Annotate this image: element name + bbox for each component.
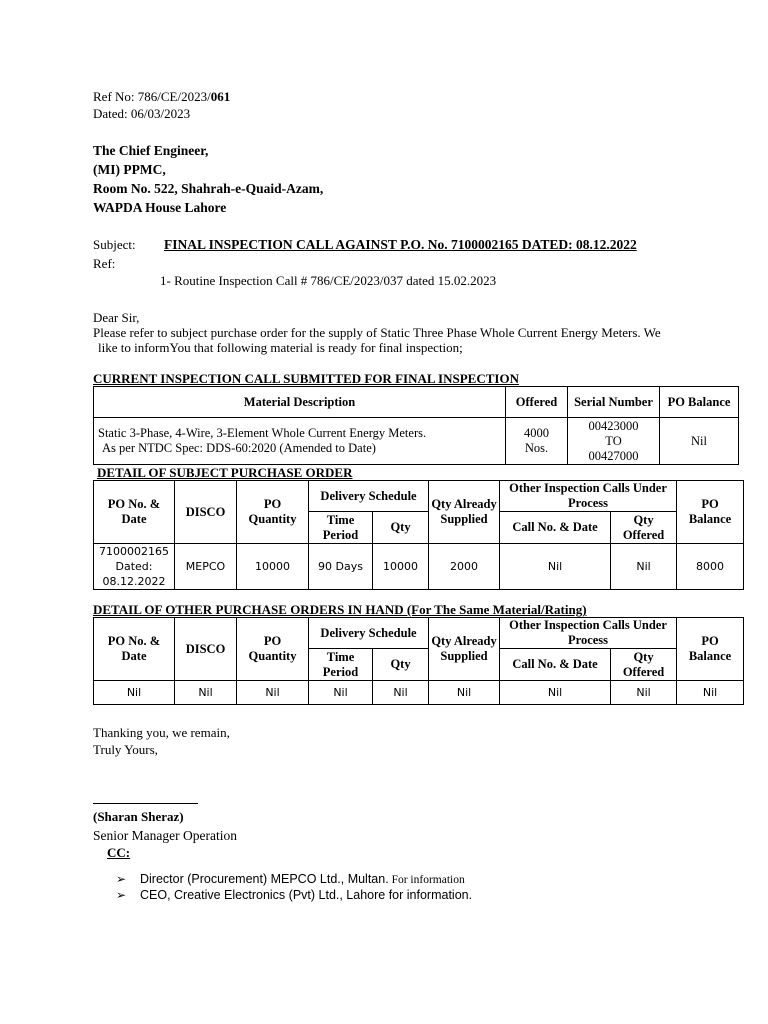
col-header: PO Balance (677, 618, 744, 681)
col-header: DISCO (175, 618, 237, 681)
arrow-bullet-icon: ➢ (116, 872, 127, 886)
po-cell: 7100002165 Dated: 08.12.2022 (94, 544, 175, 590)
signature-line (93, 803, 198, 804)
call-cell: Nil (500, 544, 611, 590)
table2-title: DETAIL OF SUBJECT PURCHASE ORDER (97, 465, 353, 480)
disco-cell: MEPCO (175, 544, 237, 590)
serial-cell: 00423000 TO 00427000 (568, 418, 660, 465)
col-header: PO Quantity (237, 618, 309, 681)
balance-cell: Nil (660, 418, 739, 465)
disco-cell: Nil (175, 681, 237, 705)
ref-item: 1- Routine Inspection Call # 786/CE/2023/037 dated 15.02.2023 (160, 273, 497, 288)
date-line: Dated: 06/03/2023 (93, 106, 191, 121)
address-line: (MI) PPMC, (93, 162, 166, 177)
offered-cell: 4000 Nos. (506, 418, 568, 465)
table-header-row (94, 387, 739, 418)
col-header: Other Inspection Calls Under Process (500, 481, 677, 512)
table-row (94, 544, 744, 590)
subject-text: FINAL INSPECTION CALL AGAINST P.O. No. 7100002165 DATED: 08.12.2022 (164, 237, 637, 252)
col-header: PO Quantity (237, 481, 309, 544)
purchase-order-table (93, 480, 744, 590)
subject-label: Subject: (93, 237, 136, 252)
arrow-bullet-icon: ➢ (116, 888, 127, 902)
qty-cell: Nil (373, 681, 429, 705)
col-header: Time Period (309, 649, 373, 681)
col-header: PO Balance (660, 387, 739, 418)
time-cell: Nil (309, 681, 373, 705)
time-cell: 90 Days (309, 544, 373, 590)
ref-number: Ref No: 786/CE/2023/061 (93, 89, 231, 104)
address-line: Room No. 522, Shahrah-e-Quaid-Azam, (93, 181, 324, 196)
ref-label: Ref: (93, 256, 116, 271)
po-cell: Nil (94, 681, 175, 705)
col-header: Material Description (94, 387, 506, 418)
already-cell: 2000 (429, 544, 500, 590)
col-header: Other Inspection Calls Under Process (500, 618, 677, 649)
already-cell: Nil (429, 681, 500, 705)
salutation: Dear Sir, (93, 310, 140, 325)
col-header: DISCO (175, 481, 237, 544)
cc-item: Director (Procurement) MEPCO Ltd., Multan. For information (140, 872, 465, 886)
col-header: Call No. & Date (500, 512, 611, 544)
closing-line: Thanking you, we remain, (93, 725, 230, 740)
col-header: Delivery Schedule (309, 618, 429, 649)
offered-cell: Nil (611, 544, 677, 590)
col-header: PO No. & Date (94, 481, 175, 544)
body-paragraph: like to informYou that following material is ready for final inspection; (98, 340, 463, 355)
col-header: Time Period (309, 512, 373, 544)
closing-line: Truly Yours, (93, 742, 158, 757)
current-inspection-table (93, 386, 739, 465)
cc-item: CEO, Creative Electronics (Pvt) Ltd., Lahore for information. (140, 888, 473, 902)
signatory-designation: Senior Manager Operation (93, 828, 237, 843)
body-paragraph: Please refer to subject purchase order for the supply of Static Three Phase Whole Current Energy Meters. We (93, 325, 661, 340)
address-line: WAPDA House Lahore (93, 200, 227, 215)
table-row (94, 681, 744, 705)
material-description: Static 3-Phase, 4-Wire, 3-Element Whole Current Energy Meters. As per NTDC Spec: DDS-60:2020 (Amended to Date) (94, 418, 506, 465)
signatory-name: (Sharan Sheraz) (93, 809, 184, 824)
col-header: PO No. & Date (94, 618, 175, 681)
col-header: Offered (506, 387, 568, 418)
call-cell: Nil (500, 681, 611, 705)
col-header: Qty Offered (611, 512, 677, 544)
address-line: The Chief Engineer, (93, 143, 209, 158)
col-header: Qty Offered (611, 649, 677, 681)
col-header: Qty Already Supplied (429, 481, 500, 544)
col-header: Serial Number (568, 387, 660, 418)
other-orders-table (93, 617, 744, 705)
po-qty-cell: Nil (237, 681, 309, 705)
table1-title: CURRENT INSPECTION CALL SUBMITTED FOR FINAL INSPECTION (93, 371, 519, 386)
col-header: Delivery Schedule (309, 481, 429, 512)
po-qty-cell: 10000 (237, 544, 309, 590)
table3-title: DETAIL OF OTHER PURCHASE ORDERS IN HAND (For The Same Material/Rating) (93, 602, 587, 617)
balance-cell: Nil (677, 681, 744, 705)
col-header: PO Balance (677, 481, 744, 544)
col-header: Qty Already Supplied (429, 618, 500, 681)
qty-cell: 10000 (373, 544, 429, 590)
cc-label: CC: (107, 845, 131, 860)
offered-cell: Nil (611, 681, 677, 705)
table-row (94, 418, 739, 465)
balance-cell: 8000 (677, 544, 744, 590)
col-header: Call No. & Date (500, 649, 611, 681)
col-header: Qty (373, 649, 429, 681)
col-header: Qty (373, 512, 429, 544)
